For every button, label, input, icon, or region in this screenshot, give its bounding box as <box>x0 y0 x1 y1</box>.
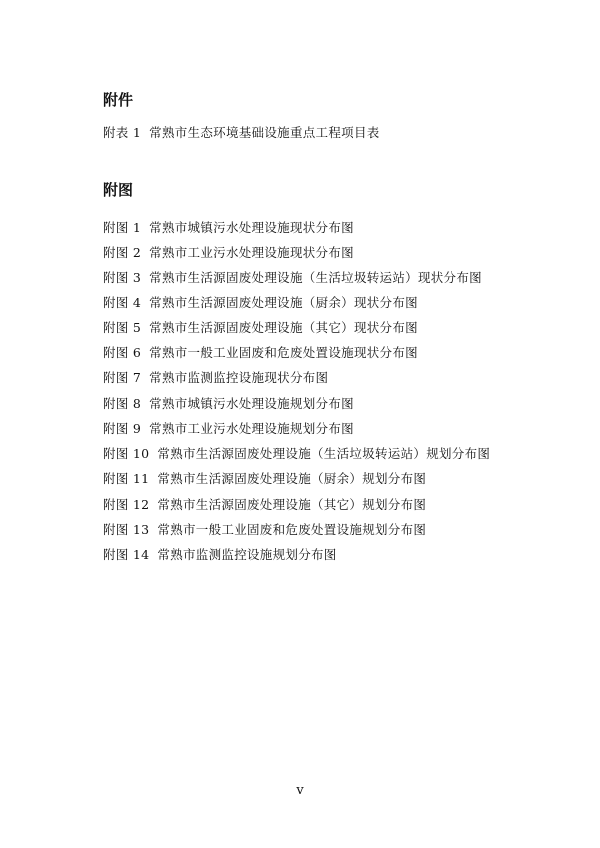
item-label: 附图 9 <box>103 421 142 436</box>
item-label: 附图 6 <box>103 345 142 360</box>
list-item-figure-11 <box>103 470 426 488</box>
item-title: 常熟市生活源固废处理设施（厨余）现状分布图 <box>149 295 418 310</box>
list-item-figure-9 <box>103 420 354 438</box>
item-title: 常熟市监测监控设施现状分布图 <box>149 370 329 385</box>
item-title: 常熟市生活源固废处理设施（厨余）规划分布图 <box>157 471 427 486</box>
list-item-figure-5 <box>103 319 418 337</box>
item-title: 常熟市生活源固废处理设施（其它）规划分布图 <box>157 497 427 512</box>
item-title: 常熟市工业污水处理设施现状分布图 <box>149 245 354 260</box>
list-item-figure-12 <box>103 496 426 514</box>
item-label: 附图 11 <box>103 471 150 486</box>
list-item-figure-8 <box>103 395 354 413</box>
item-label: 附图 7 <box>103 370 142 385</box>
item-title: 常熟市一般工业固废和危废处置设施规划分布图 <box>157 522 427 537</box>
list-item-figure-14 <box>103 546 337 564</box>
item-title: 常熟市一般工业固废和危废处置设施现状分布图 <box>149 345 418 360</box>
item-label: 附图 5 <box>103 320 142 335</box>
list-item-attachment-1 <box>103 124 380 142</box>
list-item-figure-7 <box>103 369 328 387</box>
list-item-figure-2 <box>103 244 354 262</box>
list-item-figure-13 <box>103 521 426 539</box>
item-label: 附图 10 <box>103 446 150 461</box>
attachments-heading: 附件 <box>103 91 134 109</box>
item-title: 常熟市生活源固废处理设施（生活垃圾转运站）现状分布图 <box>149 270 482 285</box>
list-item-figure-10 <box>103 445 490 463</box>
item-label: 附图 13 <box>103 522 150 537</box>
item-label: 附图 1 <box>103 220 142 235</box>
item-title: 常熟市工业污水处理设施规划分布图 <box>149 421 354 436</box>
item-title: 常熟市生态环境基础设施重点工程项目表 <box>149 125 380 140</box>
list-item-figure-4 <box>103 294 418 312</box>
item-label: 附图 8 <box>103 396 142 411</box>
item-title: 常熟市城镇污水处理设施规划分布图 <box>149 396 354 411</box>
item-title: 常熟市监测监控设施规划分布图 <box>157 547 337 562</box>
figures-heading: 附图 <box>103 181 134 199</box>
list-item-figure-6 <box>103 344 418 362</box>
item-label: 附表 1 <box>103 125 142 140</box>
item-label: 附图 12 <box>103 497 150 512</box>
item-title: 常熟市城镇污水处理设施现状分布图 <box>149 220 354 235</box>
list-item-figure-3 <box>103 269 482 287</box>
item-title: 常熟市生活源固废处理设施（生活垃圾转运站）规划分布图 <box>157 446 491 461</box>
list-item-figure-1 <box>103 219 354 237</box>
item-label: 附图 2 <box>103 245 142 260</box>
item-label: 附图 4 <box>103 295 142 310</box>
page-number: v <box>296 783 304 798</box>
item-label: 附图 3 <box>103 270 142 285</box>
item-label: 附图 14 <box>103 547 150 562</box>
item-title: 常熟市生活源固废处理设施（其它）现状分布图 <box>149 320 418 335</box>
